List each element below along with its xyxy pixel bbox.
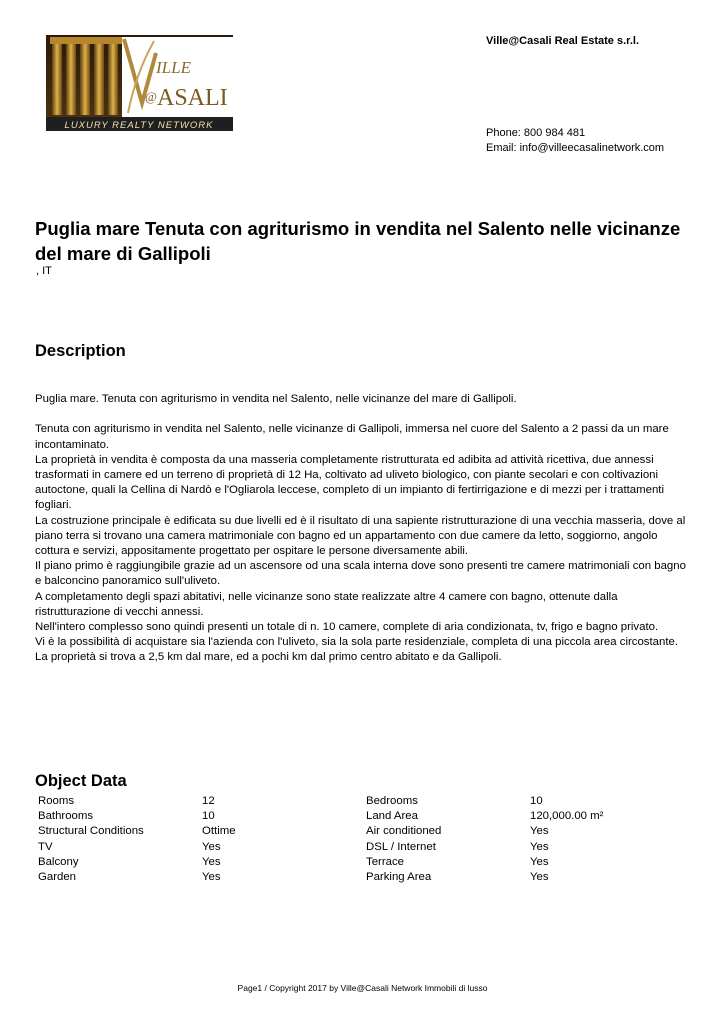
contact-info <box>486 126 664 156</box>
phone-number: Phone: 800 984 481 <box>486 127 586 139</box>
property-label: DSL / Internet <box>366 840 436 853</box>
property-value: Yes <box>530 840 549 853</box>
listing-title: Puglia mare Tenuta con agriturismo in vendita nel Salento nelle vicinanze del mare di Gallipoli <box>35 218 681 264</box>
description-paragraph: La proprietà si trova a 2,5 km dal mare, ed a pochi km dal primo centro abitato e da Gallipoli. <box>35 651 502 664</box>
property-label: Parking Area <box>366 871 432 884</box>
property-label: Balcony <box>38 855 79 868</box>
logo-at: @ <box>145 89 157 104</box>
property-value: Yes <box>530 855 549 868</box>
property-value: 10 <box>202 810 215 823</box>
logo-brand-bottom: ASALI <box>157 85 228 111</box>
description-paragraph: Il piano primo è raggiungibile grazie ad un ascensore od una scala interna dove sono presenti tre camere matrimoniali con bagno e balconcino panoramico sull'uliveto. <box>35 560 686 588</box>
property-value: Yes <box>530 871 549 884</box>
property-value: Yes <box>530 825 549 838</box>
description-paragraph: Nell'intero complesso sono quindi presenti un totale di n. 10 camere, complete di aria condizionata, tv, frigo e bagno privato. <box>35 621 659 634</box>
listing-location: , IT <box>36 265 52 277</box>
property-value: 120,000.00 m² <box>530 810 604 823</box>
property-value: Ottime <box>202 825 236 838</box>
property-label: Land Area <box>366 810 418 823</box>
property-label: Rooms <box>38 795 75 807</box>
page-footer: Page1 / Copyright 2017 by Ville@Casali Network Immobili di lusso <box>237 983 488 993</box>
table-row <box>35 809 670 824</box>
table-row <box>35 870 670 885</box>
description-body <box>35 392 690 666</box>
property-label: Air conditioned <box>366 825 442 838</box>
property-label: Garden <box>38 871 76 884</box>
email-address: Email: info@villeecasalinetwork.com <box>486 142 665 154</box>
description-paragraph: A completamento degli spazi abitativi, nelle vicinanze sono state realizzate altre 4 camere con bagno, ottenute dalla ristrutturazione di vecchi annessi. <box>35 590 618 618</box>
description-heading: Description <box>35 342 126 360</box>
company-name: Ville@Casali Real Estate s.r.l. <box>486 35 639 47</box>
property-value: Yes <box>202 855 221 868</box>
property-label: Terrace <box>366 855 404 868</box>
property-value: Yes <box>202 871 221 884</box>
property-label: Structural Conditions <box>38 825 144 838</box>
description-paragraph: La proprietà in vendita è composta da una masseria completamente ristrutturata ed adibita ad attività ricettiva, due annessi trasformati in camere ed un terreno di proprietà di 12 Ha, coltivato ad uliveto biologico, con piante secolari e con coltivazioni autoctone, quali la Cellina di Nardò e l'Ogliarola leccese, completo di un impianto di fertirrigazione e di mezzi per i trattamenti fogliari. <box>35 453 664 512</box>
logo-tagline: LUXURY REALTY NETWORK <box>64 120 214 131</box>
object-data-table <box>35 794 670 885</box>
property-label: Bedrooms <box>366 795 418 807</box>
property-value: 12 <box>202 795 215 807</box>
property-label: Bathrooms <box>38 810 94 823</box>
table-row <box>35 840 670 855</box>
description-paragraph: Tenuta con agriturismo in vendita nel Salento, nelle vicinanze di Gallipoli, immersa nel cuore del Salento a 2 passi da un mare incontaminato. <box>35 423 669 451</box>
logo-brand-top: ILLE <box>156 58 191 77</box>
description-paragraph: La costruzione principale è edificata su due livelli ed è il risultato di una sapiente ristrutturazione di una vecchia masseria, dove al piano terra si trovano una camera matrimoniale con bagno ed un appartamento con due camere da letto, soggiorno, angolo cottura e servizi, appositamente progettato per ospitare le persone diversamente abili. <box>35 514 686 558</box>
property-value: Yes <box>202 840 221 853</box>
company-logo <box>44 33 235 133</box>
property-label: TV <box>38 840 53 853</box>
object-data-heading: Object Data <box>35 772 127 790</box>
description-paragraph: Puglia mare. Tenuta con agriturismo in vendita nel Salento, nelle vicinanze del mare di Gallipoli. <box>35 393 517 405</box>
table-row <box>35 824 670 839</box>
description-paragraph: Vi è la possibilità di acquistare sia l'azienda con l'uliveto, sia la sola parte residenziale, completa di una piccola area circostante. <box>35 636 679 649</box>
property-value: 10 <box>530 795 543 807</box>
table-row <box>35 855 670 870</box>
paragraph-spacer <box>35 407 690 422</box>
table-row <box>35 794 670 809</box>
